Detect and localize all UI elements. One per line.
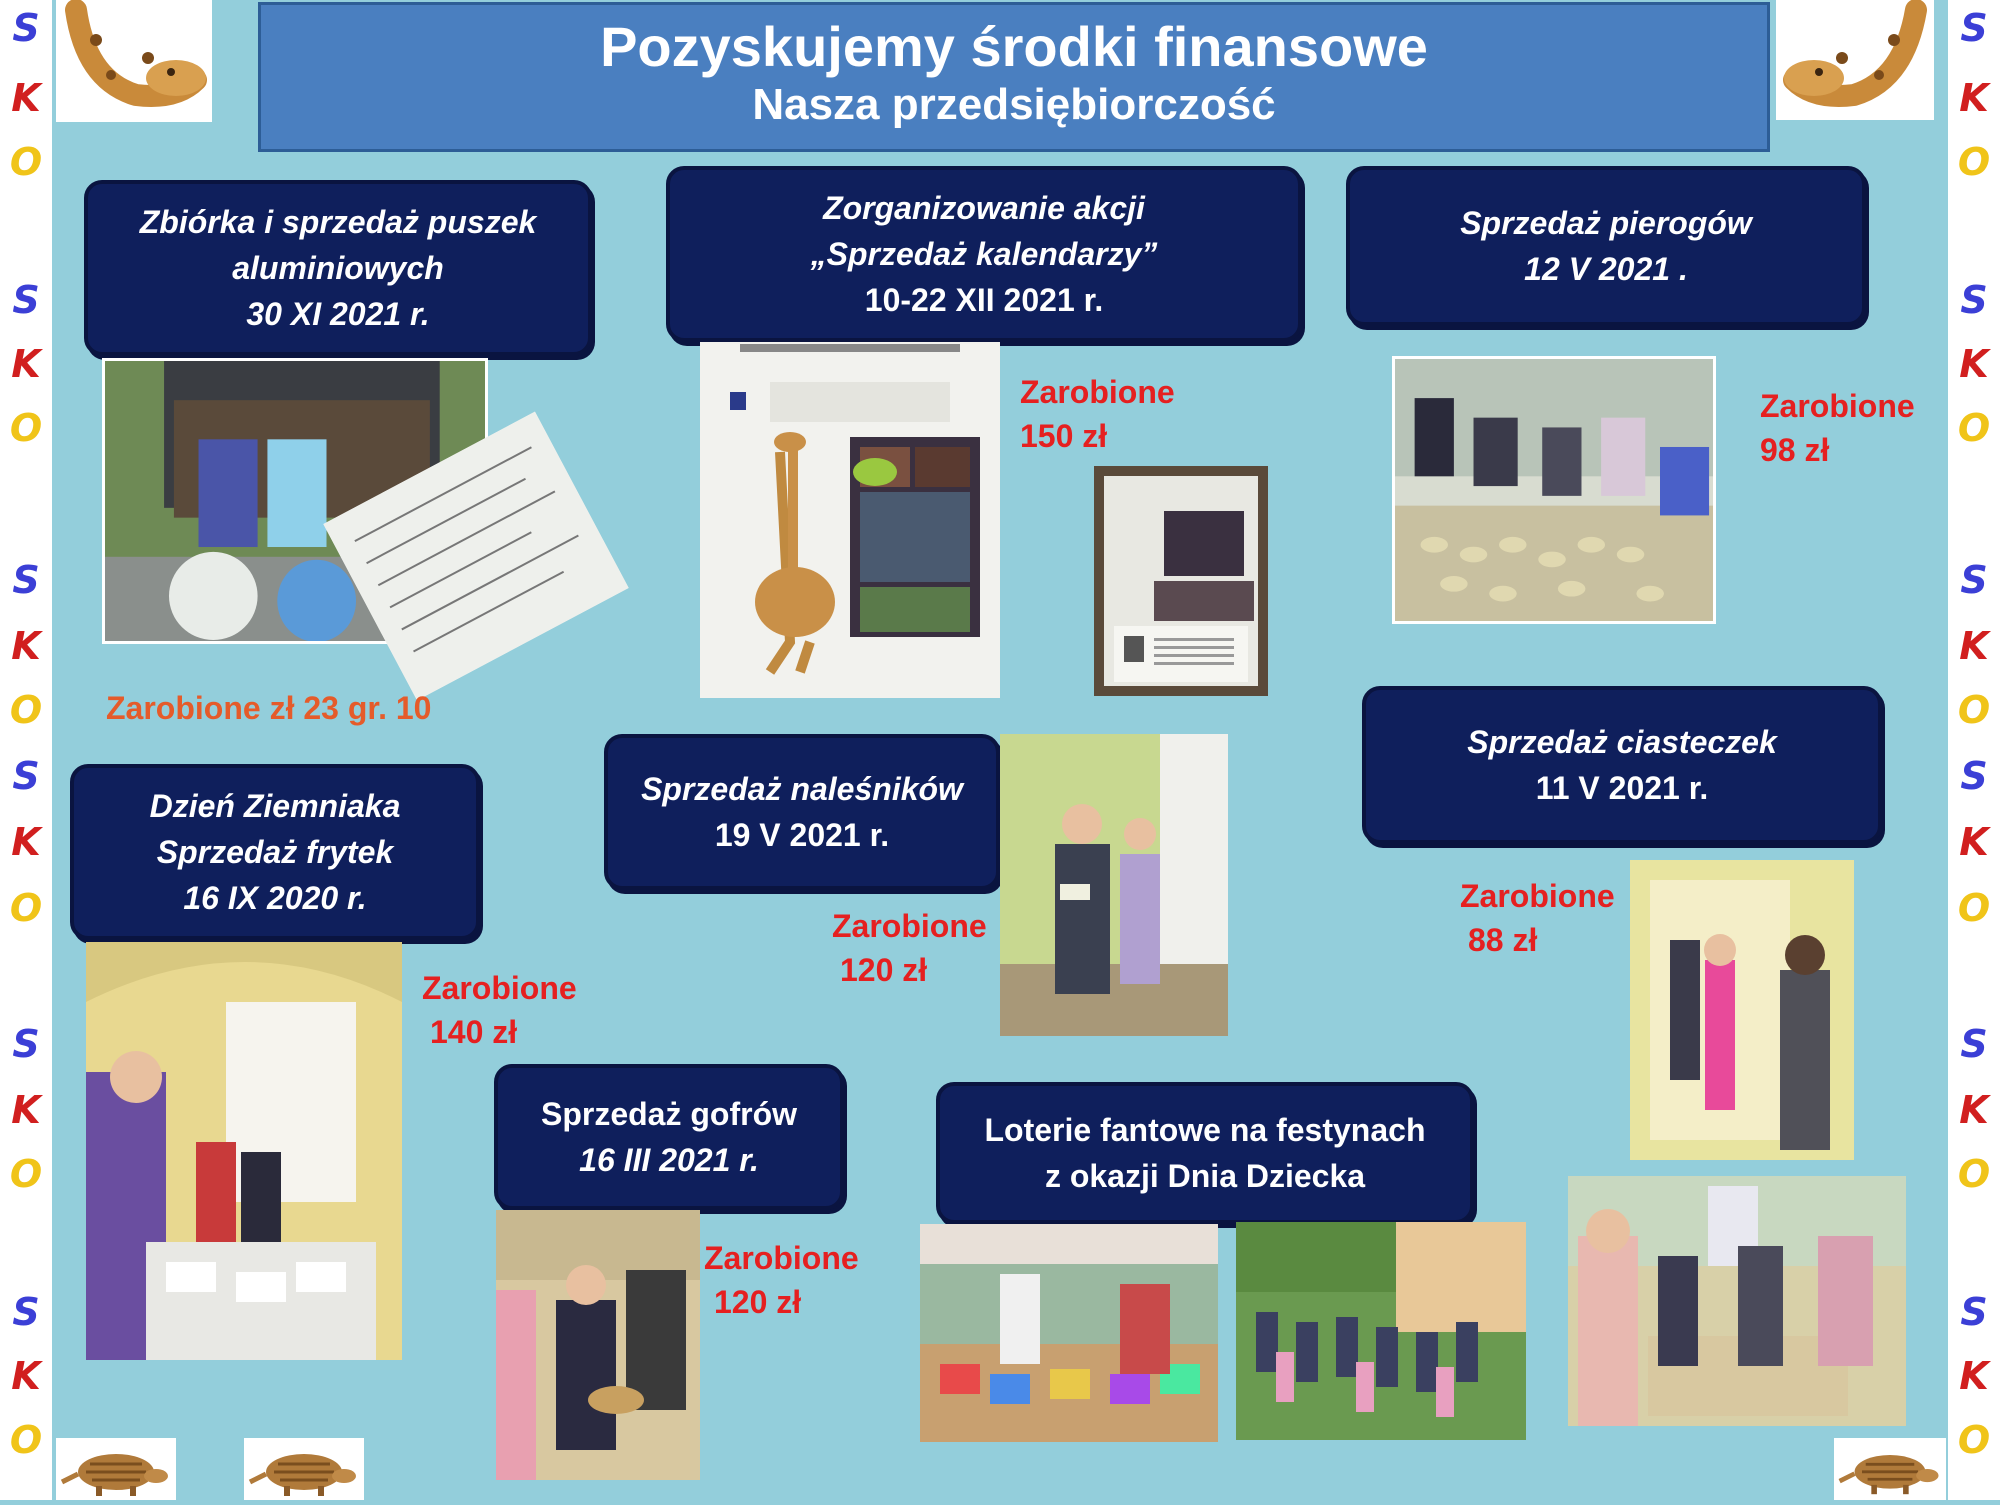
pancakes-earned	[832, 904, 987, 992]
pancakes-line1: Sprzedaż naleśników	[641, 771, 963, 807]
left-strip-letter-o: O	[9, 1152, 43, 1196]
right-strip-letter-s: S	[1960, 6, 1988, 50]
armadillo-icon	[244, 1438, 364, 1500]
left-strip-letter-k: K	[11, 76, 41, 120]
pierogi-earned-label: Zarobione	[1760, 388, 1915, 424]
calendar-earned-label: Zarobione	[1020, 374, 1175, 410]
right-strip-letter-s: S	[1960, 1022, 1988, 1066]
pierogi-earned	[1760, 384, 1915, 472]
right-strip-letter-k: K	[1959, 76, 1989, 120]
right-strip-letter-o: O	[1957, 406, 1991, 450]
cans-box	[84, 180, 592, 356]
calendar-line2: „Sprzedaż kalendarzy”	[810, 236, 1158, 272]
calendar-photo	[700, 342, 1000, 698]
pierogi-line1: Sprzedaż pierogów	[1460, 205, 1752, 241]
right-strip-letter-s: S	[1960, 1290, 1988, 1334]
left-strip-letter-o: O	[9, 688, 43, 732]
left-strip-letter-s: S	[12, 6, 40, 50]
waffles-earned	[704, 1236, 859, 1324]
pancakes-photo	[1000, 734, 1228, 1036]
left-strip-letter-s: S	[12, 754, 40, 798]
potato-line1: Dzień Ziemniaka	[149, 788, 401, 824]
potato-line2: Sprzedaż frytek	[156, 834, 394, 870]
header-banner	[258, 2, 1770, 152]
waffles-box	[494, 1064, 844, 1210]
left-strip-letter-o: O	[9, 1418, 43, 1462]
potato-earned	[422, 966, 577, 1054]
right-strip-letter-o: O	[1957, 140, 1991, 184]
pierogi-photo	[1392, 356, 1716, 624]
calendar-box	[666, 166, 1302, 342]
cans-line3: 30 XI 2021 r.	[246, 296, 430, 332]
giraffe-icon	[56, 0, 212, 122]
right-strip-letter-s: S	[1960, 278, 1988, 322]
lottery-box	[936, 1082, 1474, 1224]
cookies-line2: 11 V 2021 r.	[1535, 770, 1709, 806]
left-strip-letter-s: S	[12, 1022, 40, 1066]
right-strip-letter-o: O	[1957, 886, 1991, 930]
armadillo-icon	[1834, 1438, 1946, 1500]
waffles-line2: 16 III 2021 r.	[579, 1142, 759, 1178]
pierogi-box	[1346, 166, 1866, 326]
left-strip-letter-o: O	[9, 140, 43, 184]
page-title: Pozyskujemy środki finansowe	[600, 15, 1428, 78]
left-strip-letter-o: O	[9, 406, 43, 450]
giraffe-icon	[1776, 0, 1934, 120]
left-strip-letter-k: K	[11, 342, 41, 386]
right-strip-letter-o: O	[1957, 688, 1991, 732]
calendar-earned-amount: 150 zł	[1020, 418, 1108, 454]
right-strip-letter-s: S	[1960, 558, 1988, 602]
right-strip-letter-o: O	[1957, 1418, 1991, 1462]
right-strip-letter-k: K	[1959, 342, 1989, 386]
right-strip-letter-k: K	[1959, 1088, 1989, 1132]
left-strip-letter-k: K	[11, 1088, 41, 1132]
potato-photo	[86, 942, 402, 1360]
pancakes-line2: 19 V 2021 r.	[714, 817, 890, 853]
left-strip-letter-k: K	[11, 624, 41, 668]
left-strip-letter-o: O	[9, 886, 43, 930]
lottery-line1: Loterie fantowe na festynach	[984, 1112, 1426, 1148]
cookies-line1: Sprzedaż ciasteczek	[1467, 724, 1777, 760]
left-sko-strip	[0, 0, 52, 1500]
right-strip-letter-k: K	[1959, 624, 1989, 668]
left-strip-letter-s: S	[12, 278, 40, 322]
cans-line1: Zbiórka i sprzedaż puszek	[139, 204, 537, 240]
pancakes-earned-label: Zarobione	[832, 908, 987, 944]
calendar-photo-small	[1094, 466, 1268, 696]
pancakes-earned-amount: 120 zł	[840, 952, 928, 988]
calendar-line3: 10-22 XII 2021 r.	[864, 282, 1104, 318]
pancakes-box	[604, 734, 1000, 890]
armadillo-icon	[56, 1438, 176, 1500]
waffles-earned-amount: 120 zł	[714, 1284, 802, 1320]
lottery-line2: z okazji Dnia Dziecka	[1044, 1158, 1366, 1194]
calendar-line1: Zorganizowanie akcji	[823, 190, 1145, 226]
right-strip-letter-s: S	[1960, 754, 1988, 798]
cookies-photo-2	[1568, 1176, 1906, 1426]
right-strip-letter-k: K	[1959, 820, 1989, 864]
waffles-earned-label: Zarobione	[704, 1240, 859, 1276]
cookies-earned-amount: 88 zł	[1468, 922, 1538, 958]
lottery-photo-2	[1236, 1222, 1526, 1440]
potato-earned-label: Zarobione	[422, 970, 577, 1006]
left-strip-letter-s: S	[12, 1290, 40, 1334]
potato-earned-amount: 140 zł	[430, 1014, 518, 1050]
right-sko-strip	[1948, 0, 2000, 1500]
pierogi-earned-amount: 98 zł	[1760, 432, 1830, 468]
left-strip-letter-s: S	[12, 558, 40, 602]
cookies-earned	[1460, 874, 1615, 962]
lottery-photo-1	[920, 1224, 1218, 1442]
waffles-line1: Sprzedaż gofrów	[540, 1096, 797, 1132]
potato-box	[70, 764, 480, 940]
potato-line3: 16 IX 2020 r.	[183, 880, 367, 916]
cookies-photo	[1630, 860, 1854, 1160]
pierogi-line2: 12 V 2021 .	[1524, 251, 1688, 287]
left-strip-letter-k: K	[11, 820, 41, 864]
cans-earned: Zarobione zł 23 gr. 10	[106, 690, 432, 726]
page-subtitle: Nasza przedsiębiorczość	[752, 80, 1276, 129]
cans-line2: aluminiowych	[232, 250, 444, 286]
right-strip-letter-o: O	[1957, 1152, 1991, 1196]
cookies-earned-label: Zarobione	[1460, 878, 1615, 914]
waffles-photo	[496, 1210, 700, 1480]
calendar-earned	[1020, 370, 1175, 458]
left-strip-letter-k: K	[11, 1354, 41, 1398]
right-strip-letter-k: K	[1959, 1354, 1989, 1398]
cookies-box	[1362, 686, 1882, 844]
